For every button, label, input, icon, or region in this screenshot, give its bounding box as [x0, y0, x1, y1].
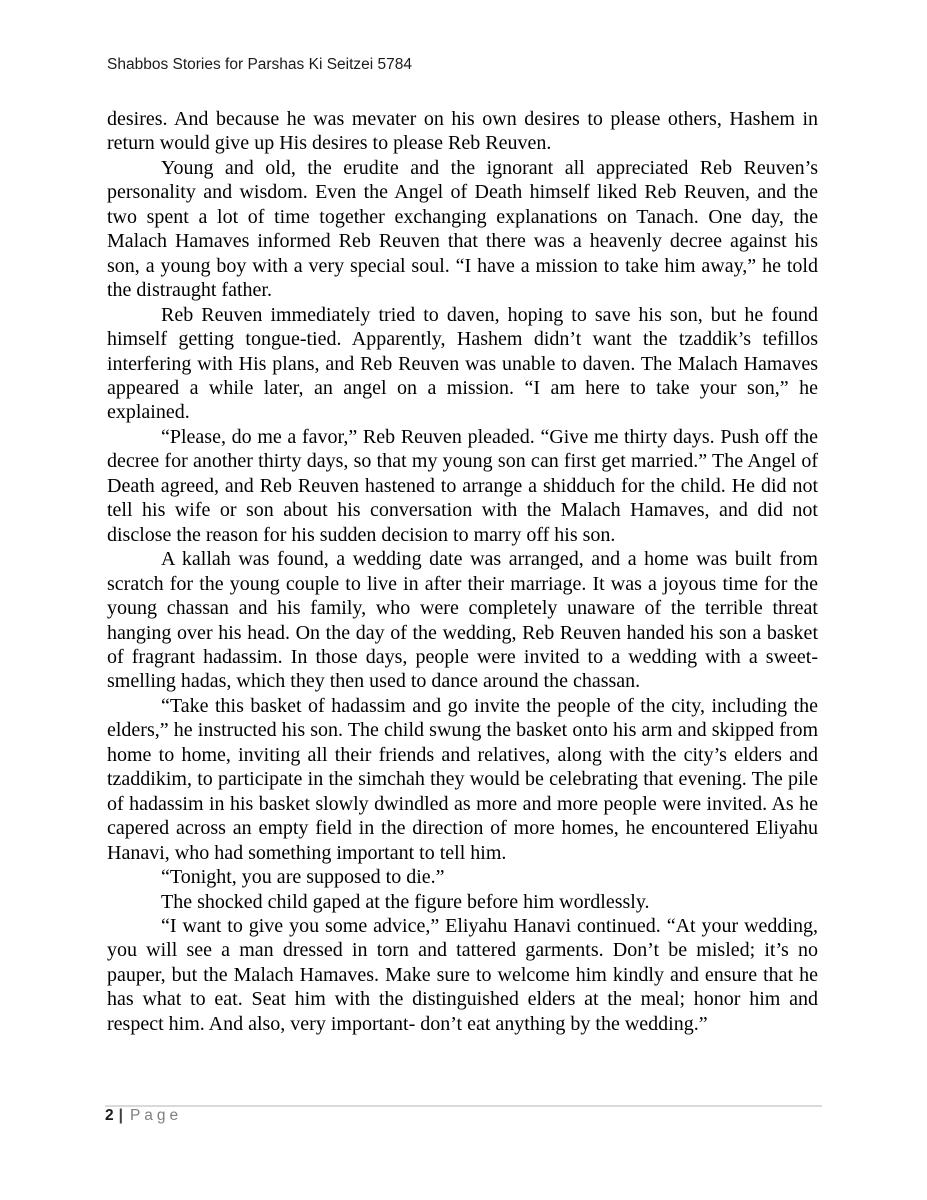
paragraph: desires. And because he was mevater on his own desires to please others, Hashem in return would give up His desires to please Reb Reuven. — [107, 108, 818, 155]
page-footer — [105, 1106, 182, 1126]
paragraph: The shocked child gaped at the figure before him wordlessly. — [161, 890, 650, 913]
document-header — [107, 55, 412, 74]
header-title: Shabbos Stories for Parshas Ki Seitzei 5784 — [107, 56, 413, 73]
paragraph: “Take this basket of hadassim and go invite the people of the city, including the elders,” he instructed his son. The child swung the basket onto his arm and skipped from home to home, inviting all their friends and relatives, along with the city’s elders and tzaddikim, to participate in the simchah they would be celebrating that evening. The pile of hadassim in his basket slowly dwindled as more and more people were invited. As he capered across an empty field in the direction of more homes, he encountered Eliyahu Hanavi, who had something important to tell him. — [107, 694, 818, 864]
footer-divider — [105, 1105, 822, 1107]
paragraph: “I want to give you some advice,” Eliyahu Hanavi continued. “At your wedding, you will see a man dressed in torn and tattered garments. Don’t be misled; it’s no pauper, but the Malach Hamaves. Make sure to welcome him kindly and ensure that he has what to eat. Seat him with the distinguished elders at the meal; honor him and respect him. And also, very important- don’t eat anything by the wedding.” — [107, 914, 818, 1035]
footer-separator: | — [118, 1107, 123, 1124]
paragraph: Young and old, the erudite and the ignorant all appreciated Reb Reuven’s personality and wisdom. Even the Angel of Death himself liked Reb Reuven, and the two spent a lot of time together exchanging explanations on Tanach. One day, the Malach Hamaves informed Reb Reuven that there was a heavenly decree against his son, a young boy with a very special soul. “I have a mission to take him away,” he told the distraught father. — [107, 156, 818, 302]
paragraph: Reb Reuven immediately tried to daven, hoping to save his son, but he found himself getting tongue-tied. Apparently, Hashem didn’t want the tzaddik’s tefillos interfering with His plans, and Reb Reuven was unable to daven. The Malach Hamaves appeared a while later, an angel on a mission. “I am here to take your son,” he explained. — [107, 303, 818, 424]
paragraph: “Tonight, you are supposed to die.” — [161, 866, 445, 889]
page-label: Page — [129, 1107, 183, 1124]
paragraph: “Please, do me a favor,” Reb Reuven pleaded. “Give me thirty days. Push off the decree for another thirty days, so that my young son can first get married.” The Angel of Death agreed, and Reb Reuven hastened to arrange a shidduch for the child. He did not tell his wife or son about his conversation with the Malach Hamaves, and did not disclose the reason for his sudden decision to marry off his son. — [107, 425, 818, 546]
page-number: 2 — [105, 1107, 114, 1124]
paragraph: A kallah was found, a wedding date was arranged, and a home was built from scratch for the young couple to live in after their marriage. It was a joyous time for the young chassan and his family, who were completely unaware of the terrible threat hanging over his head. On the day of the wedding, Reb Reuven handed his son a basket of fragrant hadassim. In those days, people were invited to a wedding with a sweet-smelling hadas, which they then used to dance around the chassan. — [107, 548, 818, 693]
document-body — [107, 107, 818, 1036]
